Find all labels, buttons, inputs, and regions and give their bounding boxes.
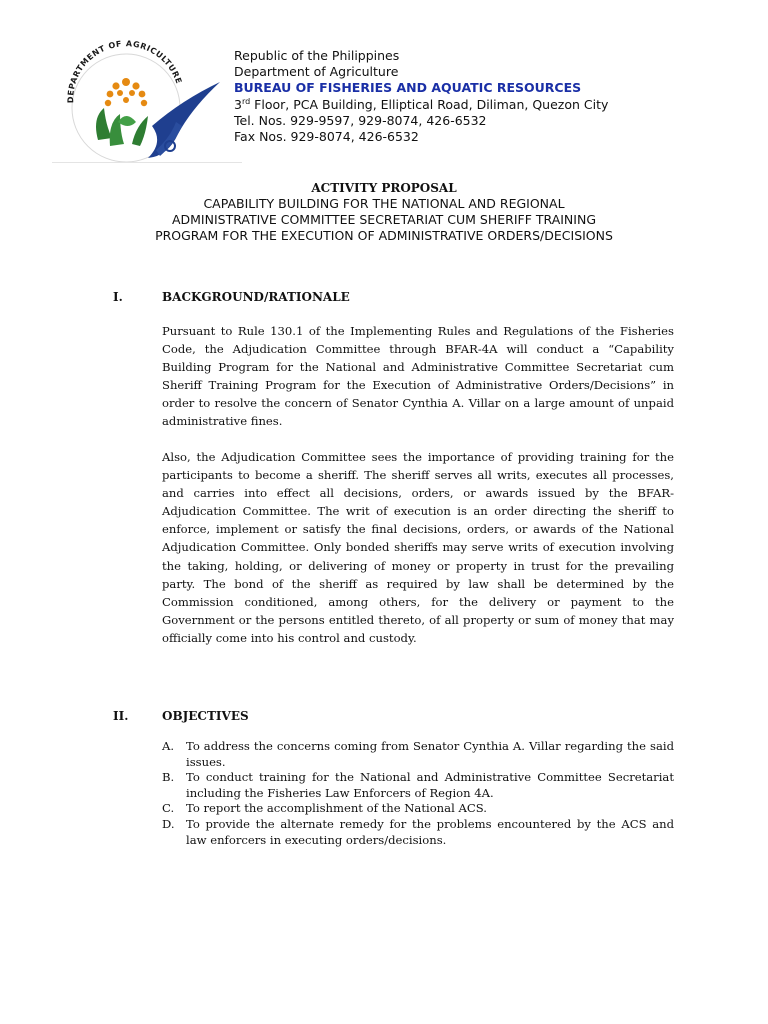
- section-2-number: II.: [113, 709, 129, 723]
- objective-letter: B.: [162, 770, 175, 785]
- telephone-line: Tel. Nos. 929-9597, 929-8074, 426-6532: [234, 112, 487, 128]
- objectives-list: [162, 739, 674, 848]
- objective-text: To provide the alternate remedy for the problems encountered by the ACS and law enforcers in executing orders/decisions.: [186, 816, 674, 847]
- objective-item-a: [162, 739, 674, 770]
- objective-letter: D.: [162, 816, 175, 831]
- title-line-2: ADMINISTRATIVE COMMITTEE SECRETARIAT CUM SHERIFF TRAINING: [171, 212, 597, 227]
- section-2-heading: OBJECTIVES: [162, 709, 249, 723]
- letterhead: [52, 30, 692, 165]
- objective-letter: C.: [162, 801, 175, 816]
- title-line-3: PROGRAM FOR THE EXECUTION OF ADMINISTRATIVE ORDERS/DECISIONS: [155, 228, 613, 243]
- floor-number: 3: [234, 96, 242, 112]
- objective-item-d: [162, 817, 674, 848]
- title-line-1: CAPABILITY BUILDING FOR THE NATIONAL AND REGIONAL: [203, 196, 565, 211]
- seal-divider: [52, 162, 242, 163]
- document-heading: ACTIVITY PROPOSAL: [311, 181, 457, 195]
- section-1-heading: BACKGROUND/RATIONALE: [162, 290, 350, 304]
- objective-text: To conduct training for the National and Administrative Committee Secretariat including the Fisheries Law Enforcers of Region 4A.: [186, 770, 674, 800]
- background-paragraph-2: Also, the Adjudication Committee sees the importance of providing training for the participants to become a sheriff. The sheriff serves all writs, executes all processes, and carries into effect all decisions, orders, or awards issued by the BFAR-Adjudication Committee. The writ of execution is an order directing the sheriff to enforce, implement or satisfy the final decisions, orders, or awards of the National Adjudication Committee. Only bonded sheriffs may serve writs of execution involving the taking, holding, or delivering of money or property in trust for the prevailing party. The bond of the sheriff as required by law shall be determined by the Commission conditioned, among others, for the delivery or payment to the Government or the persons entitled thereto, of all property or sum of money that may officially come into his control and custody.: [162, 450, 674, 645]
- department-line: Department of Agriculture: [234, 64, 399, 80]
- fax-line: Fax Nos. 929-8074, 426-6532: [234, 129, 419, 145]
- floor-suffix: rd: [241, 96, 251, 106]
- background-paragraph-1: Pursuant to Rule 130.1 of the Implementing Rules and Regulations of the Fisheries Code, the Adjudication Committee through BFAR-4A will conduct a “Capability Building Program for the National and Administrative Committee Secretariat cum Sheriff Training Program for the Execution of Administrative Orders/Decisions” in order to resolve the concern of Senator Cynthia A. Villar on a large amount of unpaid administrative fines.: [162, 324, 674, 429]
- bureau-name: BUREAU OF FISHERIES AND AQUATIC RESOURCES: [234, 80, 582, 96]
- republic-line: Republic of the Philippines: [234, 48, 400, 63]
- proposal-title: [60, 180, 708, 244]
- objective-letter: A.: [162, 739, 175, 753]
- objective-text: To report the accomplishment of the National ACS.: [186, 801, 487, 816]
- address-line: [234, 97, 608, 113]
- svg-text:DEPARTMENT OF AGRICULTURE: DEPARTMENT OF AGRICULTURE: [66, 39, 184, 104]
- objective-text: To address the concerns coming from Senator Cynthia A. Villar regarding the said issues.: [186, 739, 674, 769]
- letterhead-text: [234, 48, 608, 145]
- section-1-number: I.: [113, 290, 123, 304]
- address-text: Floor, PCA Building, Elliptical Road, Diliman, Quezon City: [250, 96, 609, 112]
- objective-item-c: [162, 801, 674, 817]
- department-of-agriculture-seal-logo: [52, 30, 232, 165]
- objective-item-b: [162, 770, 674, 801]
